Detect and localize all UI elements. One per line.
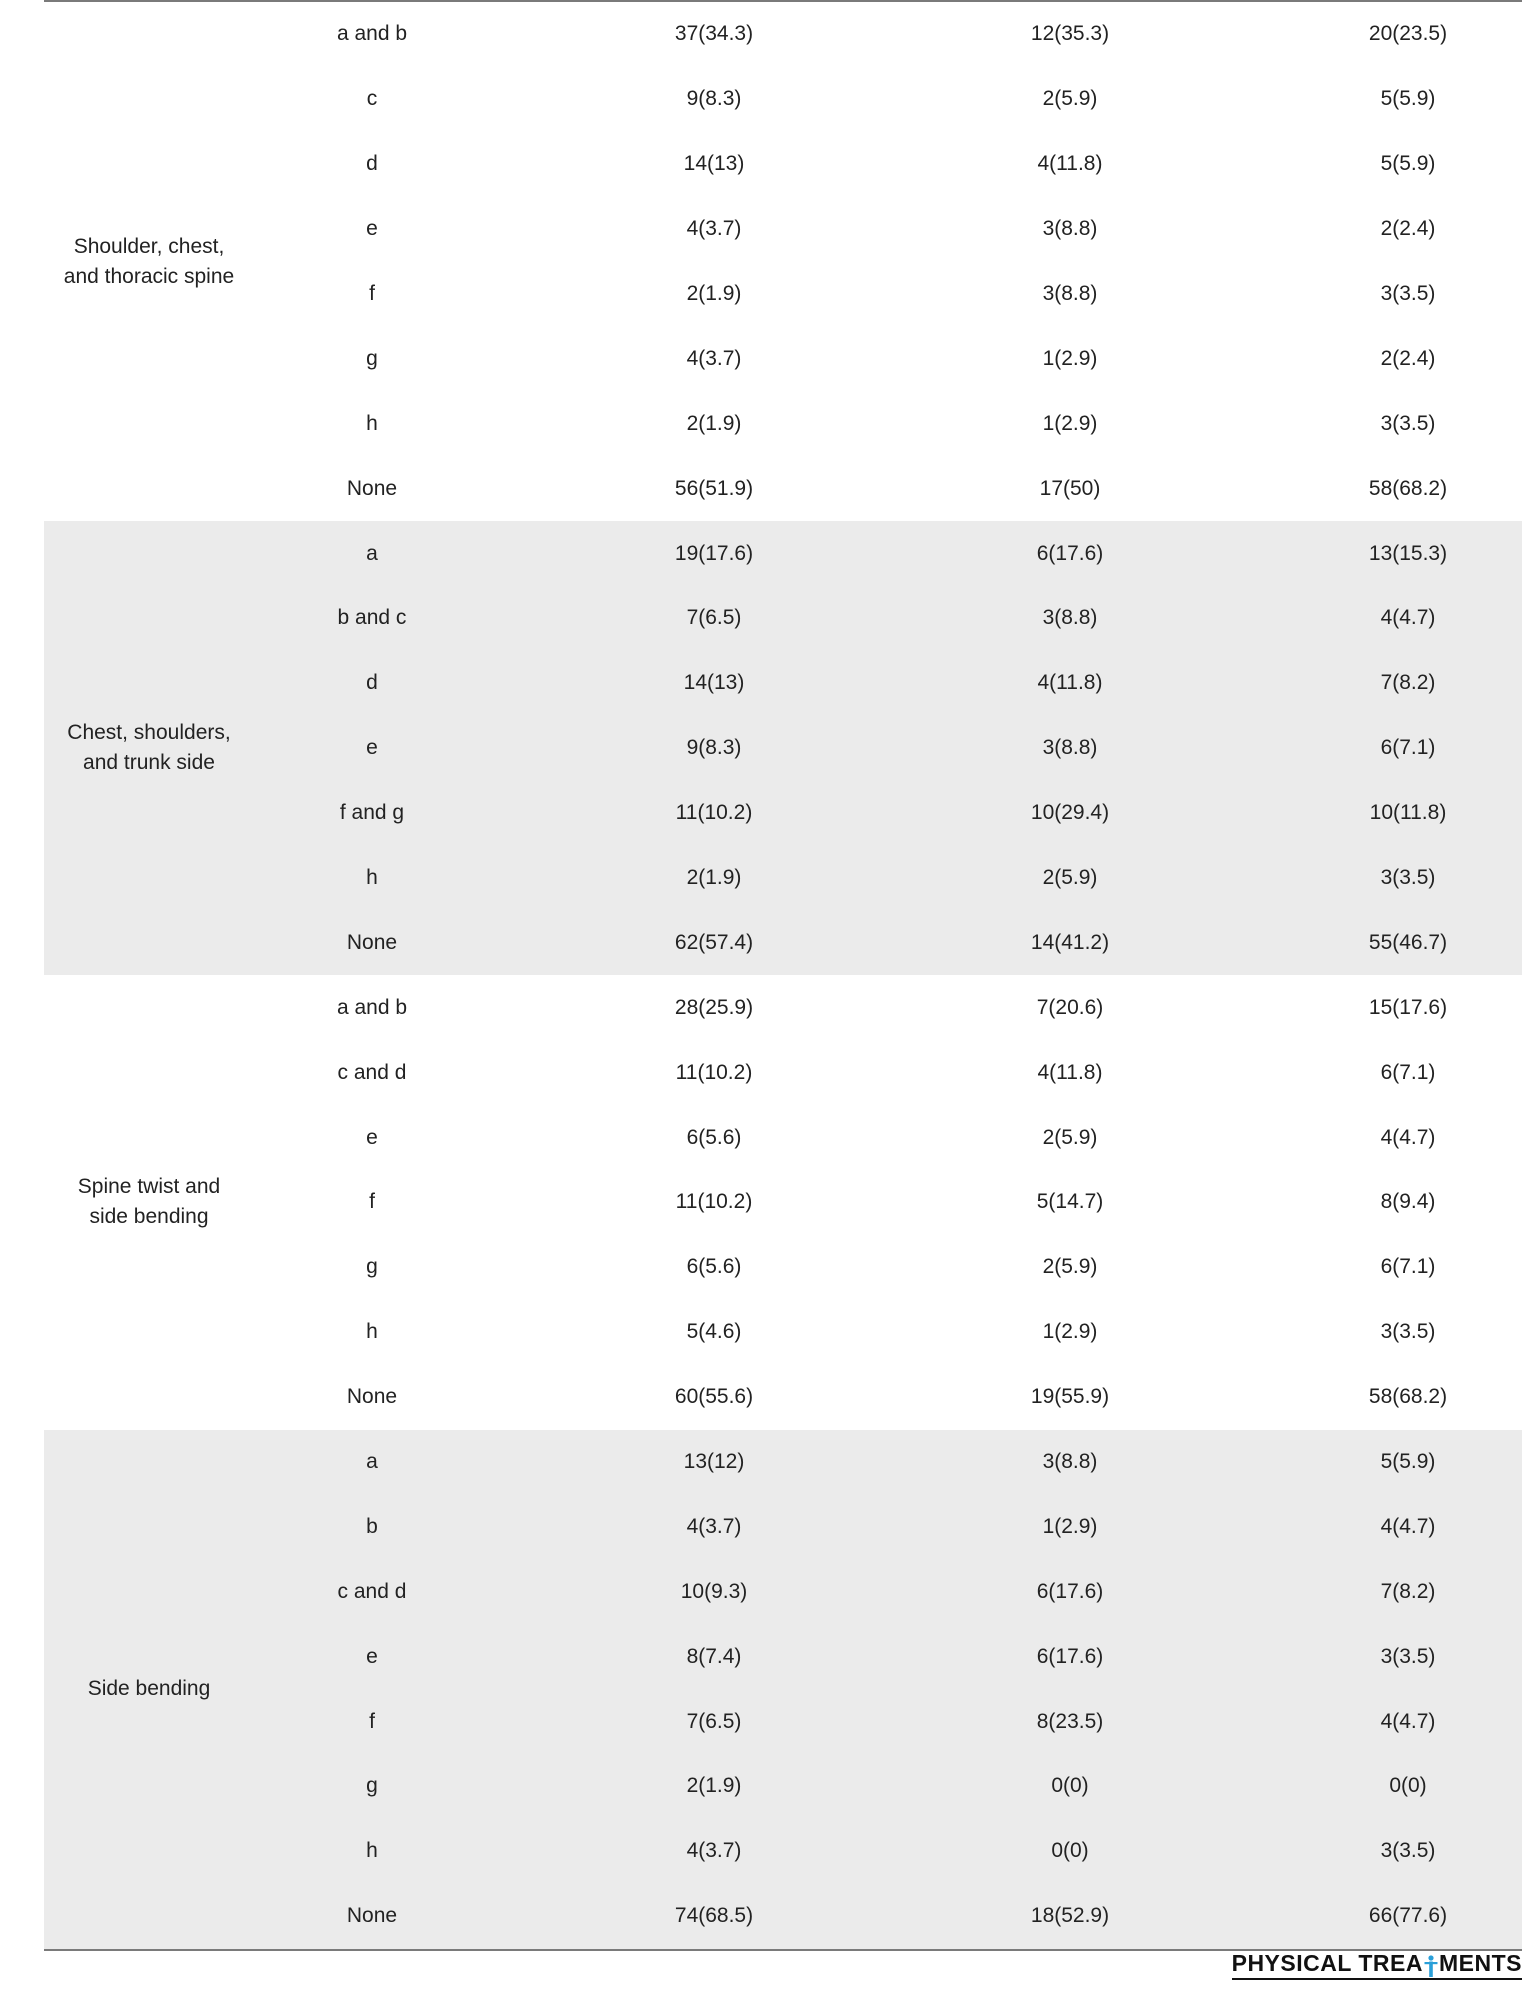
- value-cell-group-2: 19(55.9): [1030, 1385, 1110, 1409]
- value-cell-group-1: 28(25.9): [674, 995, 754, 1019]
- value-cell-group-2: 1(2.9): [1042, 1320, 1098, 1344]
- table-row: [44, 651, 1522, 716]
- value-cell-group-1: 11(10.2): [675, 1060, 753, 1084]
- value-cell-group-3: 4(4.7): [1380, 1125, 1436, 1149]
- value-cell-group-2: 2(5.9): [1042, 87, 1098, 111]
- row-category-cell: c: [366, 87, 378, 111]
- value-cell-group-1: 6(5.6): [686, 1125, 742, 1149]
- table-row: [44, 456, 1522, 521]
- row-category-cell: g: [366, 1774, 378, 1798]
- value-cell-group-2: 4(11.8): [1037, 152, 1103, 176]
- value-cell-group-3: 7(8.2): [1380, 671, 1436, 695]
- row-category-cell: b: [366, 1514, 378, 1538]
- value-cell-group-2: 1(2.9): [1042, 346, 1098, 370]
- value-cell-group-3: 8(9.4): [1380, 1190, 1436, 1214]
- row-category-cell: h: [366, 1320, 378, 1344]
- value-cell-group-1: 2(1.9): [686, 411, 742, 435]
- value-cell-group-1: 8(7.4): [686, 1644, 742, 1668]
- row-category-cell: g: [366, 1255, 378, 1279]
- value-cell-group-3: 2(2.4): [1380, 217, 1436, 241]
- row-category-cell: c and d: [337, 1060, 407, 1084]
- table-row: [44, 1494, 1522, 1559]
- table-row: [44, 1884, 1522, 1949]
- table-section: [44, 975, 1522, 1429]
- table-section: [44, 521, 1522, 975]
- value-cell-group-1: 5(4.6): [686, 1320, 742, 1344]
- value-cell-group-1: 56(51.9): [674, 476, 754, 500]
- table-row: [44, 1624, 1522, 1689]
- row-category-cell: a and b: [336, 22, 408, 46]
- table-section: [44, 1430, 1522, 1949]
- row-category-cell: a: [366, 1450, 378, 1474]
- value-cell-group-2: 6(17.6): [1036, 1579, 1104, 1603]
- value-cell-group-1: 4(3.7): [686, 217, 742, 241]
- value-cell-group-2: 10(29.4): [1030, 801, 1110, 825]
- value-cell-group-3: 3(3.5): [1380, 1320, 1436, 1344]
- row-category-cell: b and c: [337, 606, 407, 630]
- value-cell-group-2: 0(0): [1051, 1839, 1089, 1863]
- value-cell-group-3: 4(4.7): [1380, 1709, 1436, 1733]
- value-cell-group-3: 10(11.8): [1369, 801, 1447, 825]
- row-category-cell: h: [366, 411, 378, 435]
- table-row: [44, 521, 1522, 586]
- value-cell-group-1: 9(8.3): [686, 87, 742, 111]
- value-cell-group-3: 3(3.5): [1380, 1644, 1436, 1668]
- value-cell-group-3: 7(8.2): [1380, 1579, 1436, 1603]
- value-cell-group-1: 37(34.3): [674, 22, 754, 46]
- row-category-cell: None: [346, 476, 398, 500]
- value-cell-group-2: 5(14.7): [1036, 1190, 1104, 1214]
- value-cell-group-2: 2(5.9): [1042, 1125, 1098, 1149]
- value-cell-group-3: 2(2.4): [1380, 346, 1436, 370]
- row-category-cell: f: [369, 1709, 375, 1733]
- value-cell-group-2: 7(20.6): [1036, 995, 1104, 1019]
- table-row: [44, 2, 1522, 67]
- row-category-cell: f: [369, 282, 375, 305]
- value-cell-group-3: 58(68.2): [1368, 476, 1448, 500]
- value-cell-group-2: 1(2.9): [1042, 1514, 1098, 1538]
- row-category-cell: e: [366, 217, 378, 241]
- table-row: [44, 1300, 1522, 1365]
- value-cell-group-1: 2(1.9): [686, 1774, 742, 1798]
- table-row: [44, 391, 1522, 456]
- table-row: [44, 910, 1522, 975]
- value-cell-group-2: 3(8.8): [1042, 736, 1098, 760]
- value-cell-group-2: 3(8.8): [1042, 1450, 1098, 1474]
- value-cell-group-1: 62(57.4): [674, 930, 754, 954]
- row-category-cell: None: [346, 1385, 398, 1409]
- table-row: [44, 586, 1522, 651]
- table-row: [44, 132, 1522, 197]
- value-cell-group-2: 17(50): [1039, 476, 1101, 500]
- value-cell-group-1: 9(8.3): [686, 736, 742, 760]
- value-cell-group-3: 13(15.3): [1368, 541, 1448, 565]
- row-category-cell: e: [366, 1644, 378, 1668]
- value-cell-group-1: 14(13): [683, 671, 745, 695]
- table-row: [44, 326, 1522, 391]
- value-cell-group-2: 18(52.9): [1030, 1904, 1110, 1928]
- value-cell-group-3: 6(7.1): [1380, 1255, 1436, 1279]
- table-row: [44, 1819, 1522, 1884]
- row-category-cell: e: [366, 1125, 378, 1149]
- value-cell-group-1: 74(68.5): [674, 1904, 754, 1928]
- value-cell-group-1: 14(13): [683, 152, 745, 176]
- table-row: [44, 197, 1522, 262]
- table-row: [44, 846, 1522, 911]
- value-cell-group-1: 10(9.3): [680, 1579, 748, 1603]
- row-category-cell: None: [346, 930, 398, 954]
- table-row: [44, 1689, 1522, 1754]
- value-cell-group-3: 55(46.7): [1368, 930, 1448, 954]
- value-cell-group-1: 11(10.2): [675, 1190, 753, 1214]
- value-cell-group-1: 4(3.7): [686, 1839, 742, 1863]
- value-cell-group-1: 4(3.7): [686, 1514, 742, 1538]
- table-row: [44, 1105, 1522, 1170]
- value-cell-group-3: 5(5.9): [1380, 87, 1436, 111]
- table-row: [44, 975, 1522, 1040]
- table-row: [44, 1040, 1522, 1105]
- value-cell-group-1: 60(55.6): [674, 1385, 754, 1409]
- value-cell-group-2: 0(0): [1051, 1774, 1089, 1798]
- value-cell-group-2: 2(5.9): [1042, 1255, 1098, 1279]
- table-row: [44, 1430, 1522, 1495]
- value-cell-group-3: 6(7.1): [1380, 1060, 1436, 1084]
- table-row: [44, 781, 1522, 846]
- journal-logo: [1232, 1950, 1522, 1980]
- value-cell-group-1: 7(6.5): [686, 606, 742, 630]
- value-cell-group-3: 4(4.7): [1380, 1514, 1436, 1538]
- value-cell-group-3: 3(3.5): [1380, 866, 1436, 890]
- table-row: [44, 1559, 1522, 1624]
- table-row: [44, 1170, 1522, 1235]
- value-cell-group-2: 4(11.8): [1037, 1060, 1103, 1084]
- row-category-cell: e: [366, 736, 378, 760]
- value-cell-group-2: 2(5.9): [1042, 866, 1098, 890]
- value-cell-group-3: 0(0): [1389, 1774, 1427, 1798]
- table-row: [44, 262, 1522, 327]
- logo-text-end: MENTS: [1439, 1950, 1522, 1976]
- value-cell-group-2: 8(23.5): [1036, 1709, 1104, 1733]
- value-cell-group-1: 11(10.2): [675, 801, 753, 825]
- row-category-cell: f and g: [339, 801, 405, 825]
- value-cell-group-3: 5(5.9): [1380, 152, 1436, 176]
- value-cell-group-2: 3(8.8): [1042, 217, 1098, 241]
- value-cell-group-3: 3(3.5): [1380, 282, 1436, 305]
- row-category-cell: h: [366, 1839, 378, 1863]
- row-category-cell: d: [366, 152, 378, 176]
- value-cell-group-2: 3(8.8): [1042, 282, 1098, 305]
- value-cell-group-3: 58(68.2): [1368, 1385, 1448, 1409]
- value-cell-group-2: 6(17.6): [1036, 541, 1104, 565]
- table-body: [44, 2, 1522, 1949]
- value-cell-group-3: 20(23.5): [1368, 22, 1448, 46]
- value-cell-group-3: 5(5.9): [1380, 1450, 1436, 1474]
- value-cell-group-2: 1(2.9): [1042, 411, 1098, 435]
- value-cell-group-1: 19(17.6): [674, 541, 754, 565]
- section-label: Chest, shoulders, and trunk side: [67, 721, 231, 775]
- value-cell-group-1: 4(3.7): [686, 346, 742, 370]
- value-cell-group-3: 4(4.7): [1380, 606, 1436, 630]
- row-category-cell: a and b: [336, 995, 408, 1019]
- value-cell-group-3: 6(7.1): [1380, 736, 1436, 760]
- row-category-cell: f: [369, 1190, 375, 1214]
- row-category-cell: d: [366, 671, 378, 695]
- section-label: Shoulder, chest, and thoracic spine: [63, 234, 235, 288]
- table-row: [44, 1365, 1522, 1430]
- value-cell-group-2: 12(35.3): [1030, 22, 1110, 46]
- value-cell-group-1: 6(5.6): [686, 1255, 742, 1279]
- value-cell-group-3: 3(3.5): [1380, 1839, 1436, 1863]
- section-label: Side bending: [87, 1677, 211, 1701]
- row-category-cell: h: [366, 866, 378, 890]
- table-row: [44, 1235, 1522, 1300]
- table-row: [44, 716, 1522, 781]
- value-cell-group-2: 6(17.6): [1036, 1644, 1104, 1668]
- value-cell-group-1: 2(1.9): [686, 866, 742, 890]
- section-label: Spine twist and side bending: [77, 1175, 221, 1229]
- results-table: [44, 0, 1522, 1951]
- value-cell-group-3: 66(77.6): [1368, 1904, 1448, 1928]
- value-cell-group-2: 14(41.2): [1030, 930, 1110, 954]
- standing-person-icon: [1424, 1955, 1438, 1977]
- row-category-cell: c and d: [337, 1579, 407, 1603]
- value-cell-group-3: 15(17.6): [1368, 995, 1448, 1019]
- value-cell-group-1: 13(12): [683, 1450, 745, 1474]
- value-cell-group-2: 4(11.8): [1037, 671, 1103, 695]
- table-row: [44, 1754, 1522, 1819]
- row-category-cell: a: [366, 541, 378, 565]
- row-category-cell: None: [346, 1904, 398, 1928]
- value-cell-group-3: 3(3.5): [1380, 411, 1436, 435]
- value-cell-group-2: 3(8.8): [1042, 606, 1098, 630]
- value-cell-group-1: 2(1.9): [686, 282, 742, 305]
- table-section: [44, 2, 1522, 521]
- table-row: [44, 67, 1522, 132]
- row-category-cell: g: [366, 346, 378, 370]
- logo-text-start: PHYSICAL TREA: [1231, 1950, 1423, 1976]
- value-cell-group-1: 7(6.5): [686, 1709, 742, 1733]
